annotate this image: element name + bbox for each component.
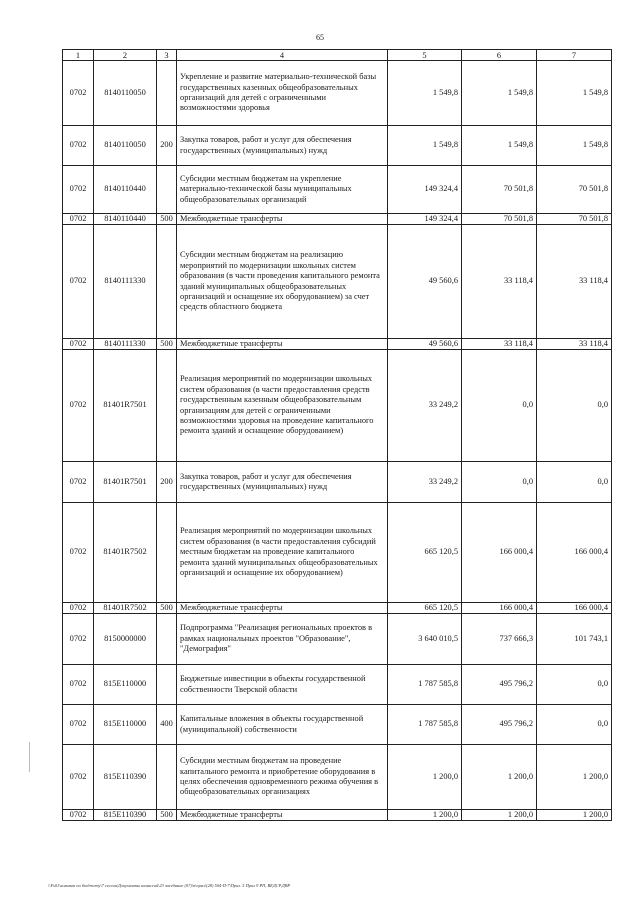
amount-col-6-cell: 0,0: [462, 462, 537, 503]
section-code-cell: 0702: [63, 810, 94, 821]
amount-col-5-cell: 1 787 585,8: [388, 705, 462, 745]
target-article-cell: 8140110050: [94, 61, 157, 126]
table-row: [63, 503, 612, 603]
amount-col-6-cell: 1 549,8: [462, 61, 537, 126]
table-row: [63, 665, 612, 705]
expense-type-cell: 400: [157, 705, 177, 745]
amount-col-7-cell: 70 501,8: [537, 166, 612, 214]
table-row: [63, 462, 612, 503]
section-code-cell: 0702: [63, 350, 94, 462]
table-body: [63, 61, 612, 821]
expense-type-cell: 200: [157, 462, 177, 503]
table-row: [63, 745, 612, 810]
header-col-7: 7: [537, 50, 612, 61]
amount-col-6-cell: 737 666,3: [462, 614, 537, 665]
expense-type-cell: 500: [157, 603, 177, 614]
item-name-cell: Реализация мероприятий по модернизации школьных систем образования (в части предоставления средств государственным казенным общеобразовательным организациям для детей с ограниченными возможностями здоровья на проведение капитального ремонта зданий и оснащение оборудованием): [177, 350, 388, 462]
table-row: [63, 705, 612, 745]
item-name-cell: Капитальные вложения в объекты государственной (муниципальной) собственности: [177, 705, 388, 745]
amount-col-6-cell: 70 501,8: [462, 214, 537, 225]
section-code-cell: 0702: [63, 61, 94, 126]
amount-col-5-cell: 665 120,5: [388, 603, 462, 614]
header-col-5: 5: [388, 50, 462, 61]
section-code-cell: 0702: [63, 339, 94, 350]
table-row: [63, 225, 612, 339]
amount-col-7-cell: 70 501,8: [537, 214, 612, 225]
amount-col-5-cell: 49 560,6: [388, 339, 462, 350]
item-name-cell: Субсидии местным бюджетам на укрепление материально-технической базы муниципальных общеобразовательных организаций: [177, 166, 388, 214]
table-row: [63, 350, 612, 462]
amount-col-7-cell: 1 549,8: [537, 61, 612, 126]
amount-col-6-cell: 0,0: [462, 350, 537, 462]
page-number: 65: [316, 33, 324, 42]
target-article-cell: 815E110390: [94, 745, 157, 810]
target-article-cell: 8140110050: [94, 126, 157, 166]
expense-type-cell: [157, 166, 177, 214]
expense-type-cell: 200: [157, 126, 177, 166]
amount-col-6-cell: 1 549,8: [462, 126, 537, 166]
item-name-cell: Закупка товаров, работ и услуг для обеспечения государственных (муниципальных) нужд: [177, 462, 388, 503]
amount-col-7-cell: 0,0: [537, 350, 612, 462]
amount-col-5-cell: 1 200,0: [388, 810, 462, 821]
section-code-cell: 0702: [63, 462, 94, 503]
target-article-cell: 8150000000: [94, 614, 157, 665]
expense-type-cell: 500: [157, 214, 177, 225]
expense-type-cell: [157, 503, 177, 603]
section-code-cell: 0702: [63, 214, 94, 225]
target-article-cell: 8140111330: [94, 339, 157, 350]
amount-col-7-cell: 0,0: [537, 705, 612, 745]
header-col-3: 3: [157, 50, 177, 61]
amount-col-6-cell: 33 118,4: [462, 339, 537, 350]
target-article-cell: 8140110440: [94, 166, 157, 214]
amount-col-5-cell: 149 324,4: [388, 214, 462, 225]
expense-type-cell: [157, 225, 177, 339]
expense-type-cell: [157, 350, 177, 462]
expense-type-cell: 500: [157, 810, 177, 821]
section-code-cell: 0702: [63, 166, 94, 214]
item-name-cell: Субсидии местным бюджетам на реализацию мероприятий по модернизации школьных систем образования (в части проведения капитального ремонта зданий муниципальных общеобразовательных организаций и оснащение их оборудованием) за счет средств областного бюджета: [177, 225, 388, 339]
amount-col-7-cell: 1 200,0: [537, 810, 612, 821]
section-code-cell: 0702: [63, 705, 94, 745]
expense-type-cell: [157, 745, 177, 810]
expense-type-cell: [157, 61, 177, 126]
amount-col-7-cell: 1 549,8: [537, 126, 612, 166]
section-code-cell: 0702: [63, 603, 94, 614]
section-code-cell: 0702: [63, 665, 94, 705]
table-row: [63, 603, 612, 614]
item-name-cell: Межбюджетные трансферты: [177, 339, 388, 350]
amount-col-7-cell: 33 118,4: [537, 339, 612, 350]
section-code-cell: 0702: [63, 614, 94, 665]
table-row: [63, 810, 612, 821]
expense-type-cell: [157, 614, 177, 665]
amount-col-5-cell: 33 249,2: [388, 462, 462, 503]
amount-col-7-cell: 166 000,4: [537, 503, 612, 603]
item-name-cell: Бюджетные инвестиции в объекты государственной собственности Тверской области: [177, 665, 388, 705]
header-col-1: 1: [63, 50, 94, 61]
target-article-cell: 81401R7501: [94, 462, 157, 503]
amount-col-7-cell: 1 200,0: [537, 745, 612, 810]
target-article-cell: 81401R7502: [94, 503, 157, 603]
item-name-cell: Укрепление и развитие материально-технической базы государственных казенных общеобразовательных организаций для детей с ограниченными возможностями здоровья: [177, 61, 388, 126]
amount-col-6-cell: 1 200,0: [462, 810, 537, 821]
header-row: [63, 50, 612, 61]
target-article-cell: 81401R7502: [94, 603, 157, 614]
amount-col-5-cell: 49 560,6: [388, 225, 462, 339]
target-article-cell: 815E110390: [94, 810, 157, 821]
amount-col-6-cell: 495 796,2: [462, 705, 537, 745]
section-code-cell: 0702: [63, 126, 94, 166]
item-name-cell: Межбюджетные трансферты: [177, 214, 388, 225]
table-row: [63, 214, 612, 225]
item-name-cell: Межбюджетные трансферты: [177, 603, 388, 614]
target-article-cell: 8140110440: [94, 214, 157, 225]
target-article-cell: 81401R7501: [94, 350, 157, 462]
amount-col-6-cell: 166 000,4: [462, 503, 537, 603]
section-code-cell: 0702: [63, 503, 94, 603]
budget-table: [62, 49, 612, 821]
section-code-cell: 0702: [63, 225, 94, 339]
amount-col-6-cell: 70 501,8: [462, 166, 537, 214]
item-name-cell: Субсидии местным бюджетам на проведение капитального ремонта и приобретение оборудования в целях обеспечения одновременного режима обучения в общеобразовательных организациях: [177, 745, 388, 810]
expense-type-cell: [157, 665, 177, 705]
table-row: [63, 126, 612, 166]
table-row: [63, 61, 612, 126]
table-row: [63, 166, 612, 214]
amount-col-6-cell: 33 118,4: [462, 225, 537, 339]
header-col-6: 6: [462, 50, 537, 61]
item-name-cell: Межбюджетные трансферты: [177, 810, 388, 821]
expense-type-cell: 500: [157, 339, 177, 350]
amount-col-5-cell: 1 549,8: [388, 126, 462, 166]
amount-col-5-cell: 3 640 010,5: [388, 614, 462, 665]
amount-col-5-cell: 33 249,2: [388, 350, 462, 462]
item-name-cell: Подпрограмма "Реализация региональных проектов в рамках национальных проектов "Образование", "Демография": [177, 614, 388, 665]
amount-col-7-cell: 166 000,4: [537, 603, 612, 614]
amount-col-6-cell: 495 796,2: [462, 665, 537, 705]
amount-col-5-cell: 1 787 585,8: [388, 665, 462, 705]
table-row: [63, 339, 612, 350]
target-article-cell: 815E110000: [94, 665, 157, 705]
section-code-cell: 0702: [63, 745, 94, 810]
header-col-4: 4: [177, 50, 388, 61]
amount-col-5-cell: 665 120,5: [388, 503, 462, 603]
target-article-cell: 815E110000: [94, 705, 157, 745]
amount-col-5-cell: 1 549,8: [388, 61, 462, 126]
amount-col-6-cell: 1 200,0: [462, 745, 537, 810]
table-row: [63, 614, 612, 665]
footer-file-path: \\Fs01\коммит по бюджету\7 сессия\Документы комиссий\23 заседание (07)\п\прил\(28) 504-П-7\Прил. 5 Прил 9 РП, ВЕДСР.ДВР: [48, 883, 291, 888]
margin-mark: [29, 742, 30, 772]
amount-col-6-cell: 166 000,4: [462, 603, 537, 614]
amount-col-7-cell: 33 118,4: [537, 225, 612, 339]
amount-col-7-cell: 0,0: [537, 462, 612, 503]
amount-col-5-cell: 149 324,4: [388, 166, 462, 214]
target-article-cell: 8140111330: [94, 225, 157, 339]
amount-col-7-cell: 101 743,1: [537, 614, 612, 665]
amount-col-7-cell: 0,0: [537, 665, 612, 705]
amount-col-5-cell: 1 200,0: [388, 745, 462, 810]
item-name-cell: Закупка товаров, работ и услуг для обеспечения государственных (муниципальных) нужд: [177, 126, 388, 166]
item-name-cell: Реализация мероприятий по модернизации школьных систем образования (в части предоставления субсидий местным бюджетам на проведение капитального ремонта зданий муниципальных общеобразовательных организаций и оснащение их оборудованием): [177, 503, 388, 603]
header-col-2: 2: [94, 50, 157, 61]
